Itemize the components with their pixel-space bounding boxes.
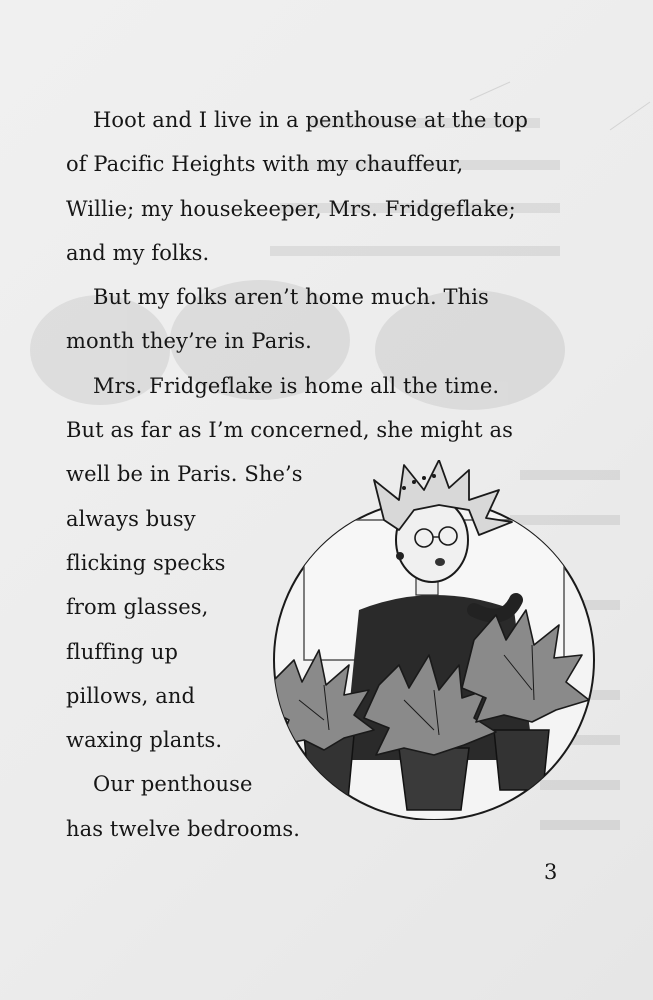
text-line: Willie; my housekeeper, Mrs. Fridgeflake;	[66, 196, 516, 221]
text-line: But my folks aren’t home much. This	[93, 285, 489, 310]
text-line: flicking specks	[66, 550, 226, 575]
text-line: of Pacific Heights with my chauffeur,	[66, 152, 464, 177]
text-line: Mrs. Fridgeflake is home all the time.	[93, 373, 500, 398]
text-line: But as far as I’m concerned, she might as	[66, 418, 513, 443]
text-line: well be in Paris. She’s	[66, 462, 303, 487]
text-line: waxing plants.	[66, 728, 223, 753]
page-number: 3	[544, 860, 558, 884]
text-line: from glasses,	[66, 595, 209, 620]
text-line: and my folks.	[66, 240, 210, 265]
text-line: month they’re in Paris.	[66, 329, 312, 354]
text-line: has twelve bedrooms.	[66, 816, 301, 841]
text-line: Our penthouse	[93, 772, 253, 797]
text-line: Hoot and I live in a penthouse at the top	[93, 108, 529, 132]
text-line: always busy	[66, 506, 196, 531]
text-line: pillows, and	[66, 683, 196, 708]
housekeeper-with-potted-plants-illustration	[264, 460, 604, 820]
text-line: fluffing up	[66, 639, 178, 664]
